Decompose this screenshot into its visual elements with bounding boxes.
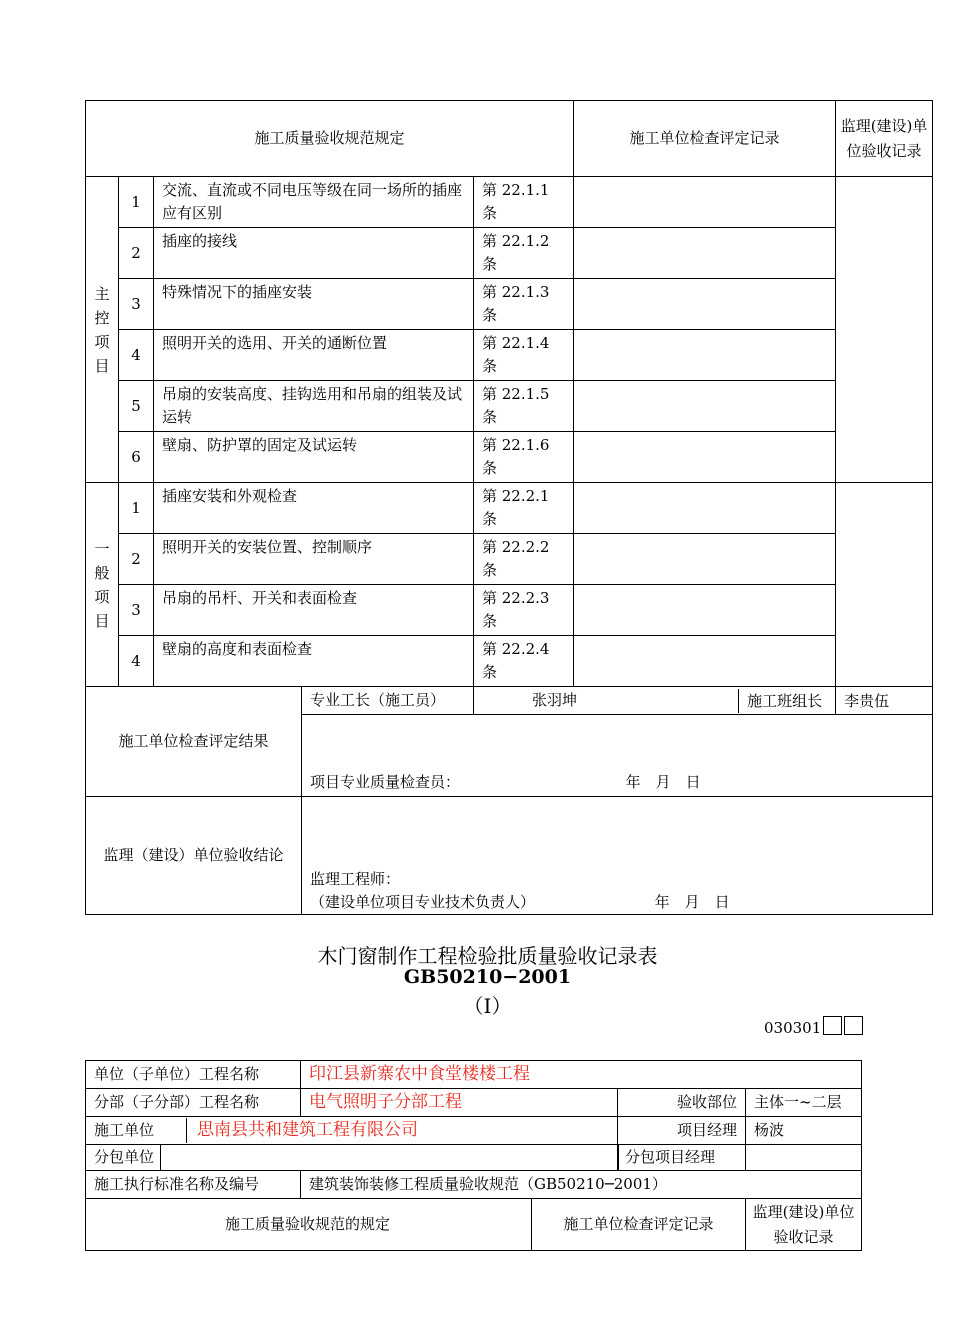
- foreman-label: 专业工长（施工员）: [302, 687, 474, 715]
- subcontractor-label: 分包单位: [94, 1148, 155, 1166]
- item-no: 4: [119, 330, 154, 381]
- sub-project-label: 分部（子分部）工程名称: [86, 1089, 301, 1117]
- item-desc: 壁扇、防护罩的固定及试运转: [154, 432, 474, 483]
- main-group-label: 主 控 项 目: [86, 177, 119, 483]
- item-no: 6: [119, 432, 154, 483]
- contractor-record-cell[interactable]: [574, 330, 836, 381]
- general-group-label: 一 般 项 目: [86, 483, 119, 687]
- code-box[interactable]: [823, 1016, 842, 1035]
- contractor-record-cell[interactable]: [574, 381, 836, 432]
- team-leader-label: 施工班组长: [738, 689, 822, 713]
- item-desc: 交流、直流或不同电压等级在同一场所的插座应有区别: [154, 177, 474, 228]
- location-label: 验收部位: [618, 1089, 746, 1117]
- header-spec: 施工质量验收规范规定: [86, 101, 574, 177]
- inspector-label: 项目专业质量检查员：: [310, 773, 461, 791]
- contractor-record-cell[interactable]: [574, 279, 836, 330]
- sub-project-value[interactable]: 电气照明子分部工程: [301, 1089, 618, 1117]
- item-no: 4: [119, 636, 154, 687]
- item-clause: 第 22.2.3 条: [474, 585, 574, 636]
- inspection-table: [85, 100, 933, 915]
- sub-manager-value[interactable]: [746, 1145, 862, 1171]
- standard-value: 建筑装饰装修工程质量验收规范（GB50210─2001）: [301, 1171, 862, 1199]
- item-clause: 第 22.1.2 条: [474, 228, 574, 279]
- item-no: 1: [119, 483, 154, 534]
- contractor-value[interactable]: 思南县共和建筑工程有限公司: [186, 1118, 418, 1143]
- item-no: 5: [119, 381, 154, 432]
- item-no: 2: [119, 228, 154, 279]
- item-clause: 第 22.2.2 条: [474, 534, 574, 585]
- item-desc: 吊扇的吊杆、开关和表面检查: [154, 585, 474, 636]
- item-no: 2: [119, 534, 154, 585]
- manager-value[interactable]: 杨波: [746, 1117, 862, 1145]
- contractor-record-cell[interactable]: [574, 636, 836, 687]
- code-box[interactable]: [844, 1016, 863, 1035]
- subcontractor-divider: [160, 1145, 161, 1170]
- contractor-row: [86, 1117, 618, 1145]
- engineer-label: 监理工程师：: [310, 870, 401, 888]
- item-desc: 照明开关的选用、开关的通断位置: [154, 330, 474, 381]
- tech-owner-label: （建设单位项目专业技术负责人）: [310, 893, 536, 911]
- contractor-record-cell[interactable]: [574, 177, 836, 228]
- result-signature-cell[interactable]: [302, 715, 933, 797]
- form-standard: GB50210−2001: [403, 966, 572, 988]
- form-part: （Ⅰ）: [463, 994, 512, 1018]
- item-desc: 照明开关的安装位置、控制顺序: [154, 534, 474, 585]
- contractor-record-cell[interactable]: [574, 585, 836, 636]
- contractor-record-cell[interactable]: [574, 483, 836, 534]
- contractor-record-cell[interactable]: [574, 432, 836, 483]
- conclusion-signature-cell[interactable]: [302, 797, 933, 915]
- form-title: 木门窗制作工程检验批质量验收记录表: [317, 944, 658, 968]
- header-contractor-2: 施工单位检查评定记录: [532, 1199, 746, 1251]
- item-clause: 第 22.1.1 条: [474, 177, 574, 228]
- form-code-group: [764, 1016, 863, 1037]
- item-desc: 插座安装和外观检查: [154, 483, 474, 534]
- standard-label: 施工执行标准名称及编号: [86, 1171, 301, 1199]
- item-desc: 吊扇的安装高度、挂钩选用和吊扇的组装及试运转: [154, 381, 474, 432]
- supervisor-conclusion-label: 监理（建设）单位验收结论: [86, 797, 302, 915]
- item-clause: 第 22.1.3 条: [474, 279, 574, 330]
- header-spec-2: 施工质量验收规范的规定: [86, 1199, 532, 1251]
- contractor-label: 施工单位: [94, 1121, 155, 1139]
- item-no: 3: [119, 585, 154, 636]
- supervisor-record-cell[interactable]: [836, 177, 933, 483]
- location-value[interactable]: 主体一~二层: [746, 1089, 862, 1117]
- team-leader-name: 李贵伍: [844, 691, 890, 710]
- unit-name-value[interactable]: 印江县新寨农中食堂楼楼工程: [301, 1061, 862, 1089]
- subcontractor-row: [86, 1145, 716, 1171]
- unit-name-label: 单位（子单位）工程名称: [86, 1061, 301, 1089]
- manager-label: 项目经理: [618, 1117, 746, 1145]
- header-contractor-record: 施工单位检查评定记录: [574, 101, 836, 177]
- item-no: 1: [119, 177, 154, 228]
- result-date: 年 月 日: [625, 773, 701, 791]
- sub-manager-label: 分包项目经理: [618, 1145, 715, 1170]
- form-header-table: [85, 1060, 862, 1251]
- item-clause: 第 22.2.4 条: [474, 636, 574, 687]
- contractor-record-cell[interactable]: [574, 228, 836, 279]
- item-desc: 特殊情况下的插座安装: [154, 279, 474, 330]
- contractor-record-cell[interactable]: [574, 534, 836, 585]
- item-clause: 第 22.1.5 条: [474, 381, 574, 432]
- supervisor-record-cell[interactable]: [836, 483, 933, 687]
- team-leader-cell: [747, 687, 933, 715]
- foreman-name: 张羽坤: [474, 687, 836, 715]
- header-supervisor-2: 监理(建设)单位验收记录: [746, 1199, 862, 1251]
- form-code: 030301: [764, 1019, 822, 1037]
- item-no: 3: [119, 279, 154, 330]
- item-desc: 插座的接线: [154, 228, 474, 279]
- item-clause: 第 22.1.4 条: [474, 330, 574, 381]
- item-clause: 第 22.1.6 条: [474, 432, 574, 483]
- item-clause: 第 22.2.1 条: [474, 483, 574, 534]
- conclusion-date: 年 月 日: [654, 893, 730, 911]
- contractor-result-label: 施工单位检查评定结果: [86, 687, 302, 797]
- header-supervisor-record: 监理(建设)单位验收记录: [836, 101, 933, 177]
- item-desc: 壁扇的高度和表面检查: [154, 636, 474, 687]
